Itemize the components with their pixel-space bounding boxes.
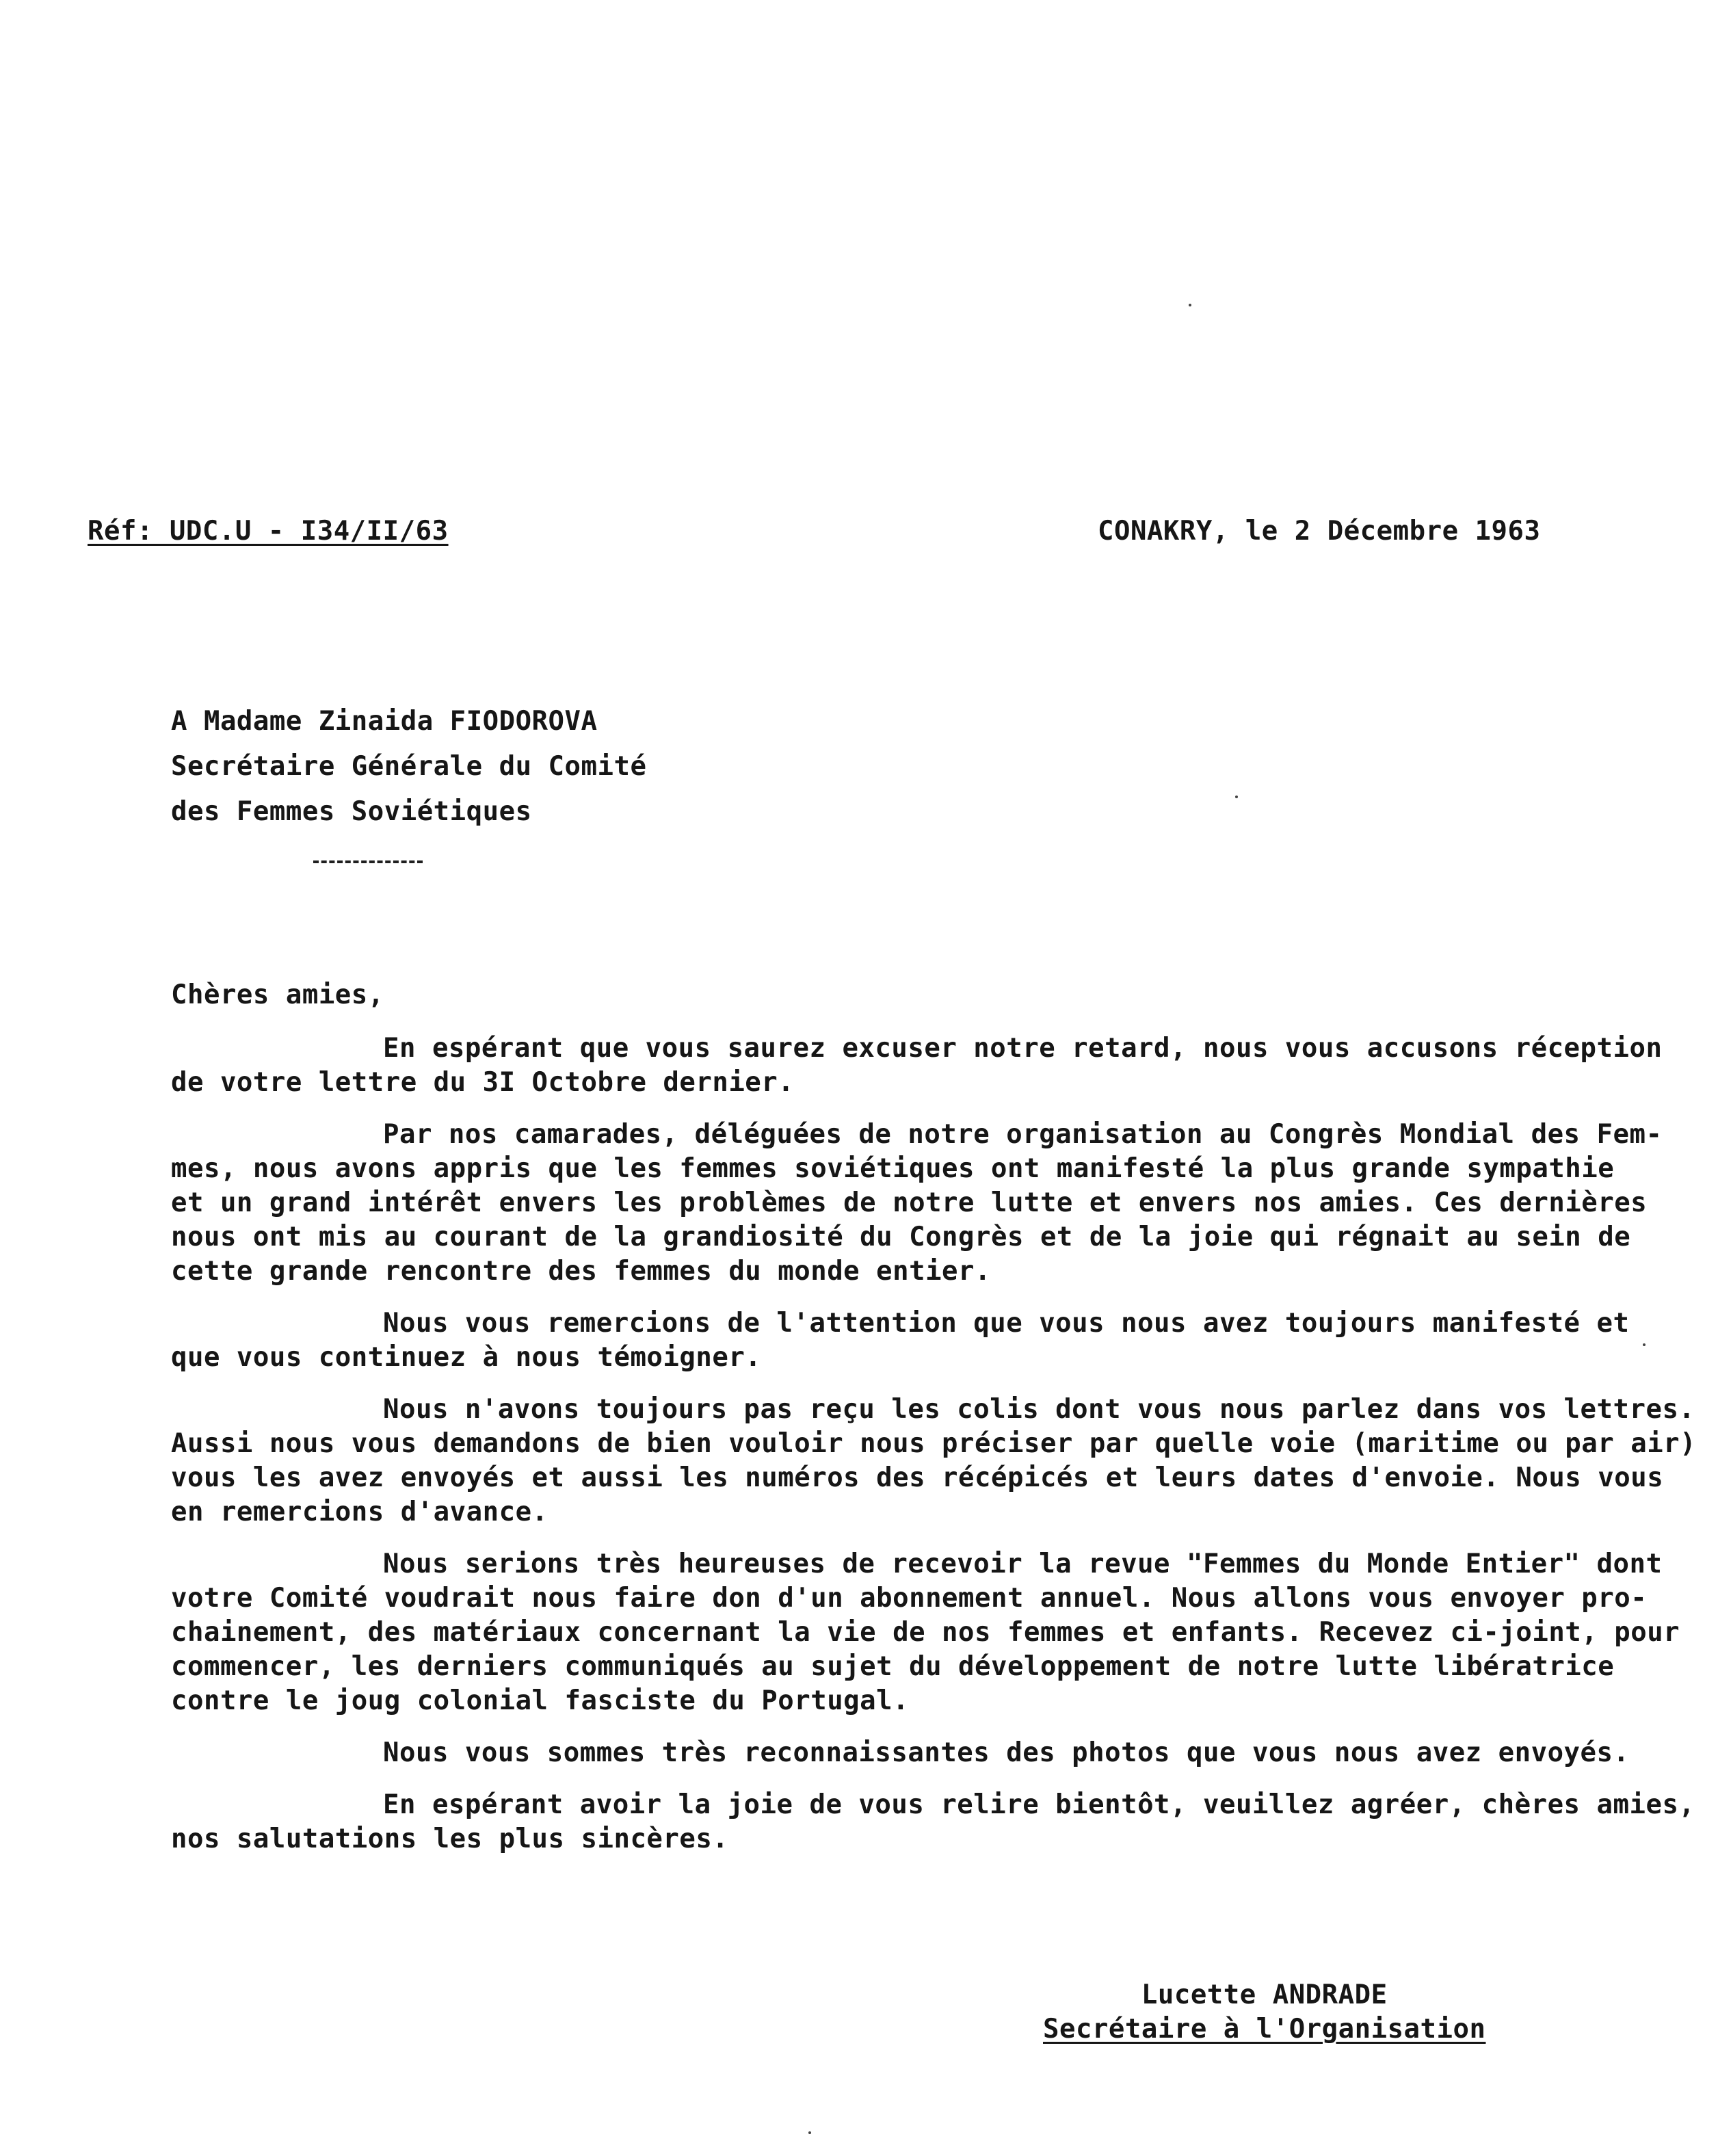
paragraph-line: Nous vous sommes très reconnaissantes des photos que vous nous avez envoyés. <box>383 1737 1630 1768</box>
letter-body <box>171 1031 1697 1874</box>
paper-speck <box>1235 796 1238 798</box>
signatory-name: Lucette ANDRADE <box>1141 1980 1388 2010</box>
reference-number: Réf: UDC.U - I34/II/63 <box>88 516 449 547</box>
paragraph-closing <box>171 1788 1695 1856</box>
paragraph-line: nos salutations les plus sincères. <box>171 1824 729 1854</box>
paragraph-line: contre le joug colonial fasciste du Portugal. <box>171 1685 910 1716</box>
paragraph-line: commencer, les derniers communiqués au sujet du développement de notre lutte libératrice <box>171 1651 1615 1682</box>
paragraph-line: nous ont mis au courant de la grandiosité du Congrès et de la joie qui régnait au sein de <box>171 1222 1631 1252</box>
paragraph-thanks <box>171 1306 1641 1375</box>
paragraph-line: chainement, des matériaux concernant la vie de nos femmes et enfants. Recevez ci-joint, pour <box>171 1617 1680 1648</box>
paragraph-line: et un grand intérêt envers les problèmes de notre lutte et envers nos amies. Ces dernières <box>171 1187 1648 1218</box>
addressee-title: Secrétaire Générale du Comité <box>171 751 647 782</box>
paragraph-line: en remercions d'avance. <box>171 1497 549 1527</box>
separator-dashes <box>313 860 423 863</box>
paragraph-line: Par nos camarades, déléguées de notre organisation au Congrès Mondial des Fem- <box>383 1119 1663 1150</box>
paper-speck <box>808 2131 811 2134</box>
paragraph-line: cette grande rencontre des femmes du monde entier. <box>171 1256 991 1287</box>
signatory-title: Secrétaire à l'Organisation <box>1043 2014 1486 2045</box>
paragraph-magazine <box>171 1547 1680 1718</box>
paragraph-line: mes, nous avons appris que les femmes soviétiques ont manifesté la plus grande sympathie <box>171 1153 1615 1184</box>
paragraph-congress <box>171 1118 1663 1289</box>
addressee-line: A Madame Zinaida FIODOROVA <box>171 706 598 737</box>
paragraph-photos <box>171 1736 1641 1770</box>
paragraph-line: Nous serions très heureuses de recevoir la revue "Femmes du Monde Entier" dont <box>383 1549 1663 1579</box>
paragraph-line: En espérant que vous saurez excuser notre retard, nous vous accusons réception <box>383 1033 1663 1064</box>
paragraph-acknowledgement <box>171 1031 1663 1100</box>
paragraph-line: Nous n'avons toujours pas reçu les colis dont vous nous parlez dans vos lettres. <box>383 1394 1695 1425</box>
paragraph-line: En espérant avoir la joie de vous relire bientôt, veuillez agréer, chères amies, <box>383 1789 1695 1820</box>
paragraph-line: Nous vous remercions de l'attention que vous nous avez toujours manifesté et <box>383 1308 1630 1339</box>
paper-speck <box>1643 1343 1646 1346</box>
paragraph-line: votre Comité voudrait nous faire don d'un abonnement annuel. Nous allons vous envoyer pro- <box>171 1583 1648 1614</box>
place-and-date: CONAKRY, le 2 Décembre 1963 <box>1098 516 1541 547</box>
paragraph-line: vous les avez envoyés et aussi les numéros des récépicés et leurs dates d'envoie. Nous vous <box>171 1462 1664 1493</box>
paper-speck <box>1189 304 1191 306</box>
addressee-organization: des Femmes Soviétiques <box>171 796 532 827</box>
signature-block <box>1043 1978 1485 2047</box>
paragraph-line: de votre lettre du 3I Octobre dernier. <box>171 1067 795 1098</box>
salutation: Chères amies, <box>171 980 384 1010</box>
paragraph-line: que vous continuez à nous témoigner. <box>171 1342 762 1373</box>
addressee-block <box>171 699 646 834</box>
paragraph-line: Aussi nous vous demandons de bien vouloir nous préciser par quelle voie (maritime ou par air) <box>171 1428 1697 1459</box>
paragraph-parcels <box>171 1393 1697 1529</box>
